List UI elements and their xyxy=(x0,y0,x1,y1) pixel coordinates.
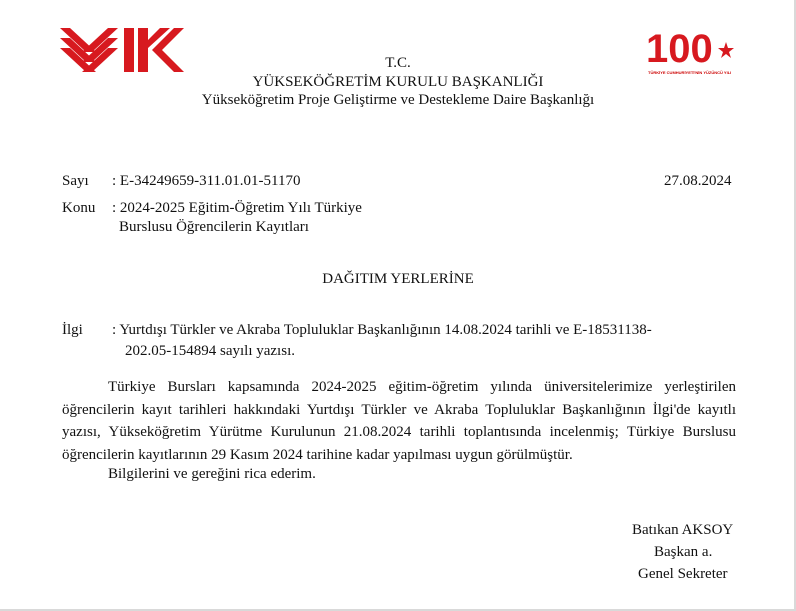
header-line-3: Yükseköğretim Proje Geliştirme ve Destekleme Daire Başkanlığı xyxy=(201,92,595,108)
signature-title-2: Genel Sekreter xyxy=(638,566,728,582)
signature-name: Batıkan AKSOY xyxy=(632,522,734,538)
signature-title-1: Başkan a. xyxy=(654,544,713,560)
sayi-label: Sayı xyxy=(62,173,89,189)
anniversary-caption: TÜRKİYE CUMHURİYETİ'NİN YÜZÜNCÜ YILI xyxy=(648,70,732,75)
ilgi-line-1: : Yurtdışı Türkler ve Akraba Topluluklar Başkanlığının 14.08.2024 tarihli ve E-18531138- xyxy=(112,322,652,338)
anniversary-number: 100 xyxy=(646,27,713,71)
document-date: 27.08.2024 xyxy=(664,173,732,189)
body-paragraph-2: Bilgilerini ve gereğini rica ederim. xyxy=(108,466,316,482)
ilgi-line-2: 202.05-154894 sayılı yazısı. xyxy=(125,343,295,359)
distribution-heading: DAĞITIM YERLERİNE xyxy=(322,271,474,287)
header-line-2: YÜKSEKÖĞRETİM KURULU BAŞKANLIĞI xyxy=(252,74,544,90)
header-line-1: T.C. xyxy=(385,55,411,71)
konu-line-1: : 2024-2025 Eğitim-Öğretim Yılı Türkiye xyxy=(112,200,362,216)
konu-label: Konu xyxy=(62,200,96,216)
ilgi-label: İlgi xyxy=(62,322,83,338)
body-paragraph-1: Türkiye Bursları kapsamında 2024-2025 eğitim-öğretim yılında üniversitelerimize yerleştirilen öğrencilerin kayıt tarihleri hakkındaki Yurtdışı Türkler ve Akraba Topluluklar Başkanlığının İlgi'de kayıtlı yazısı, Yükseköğretim Yürütme Kurulunun 21.08.2024 tarihli toplantısında incelenmiş; Türkiye Burslusu öğrencilerin kayıtlarının 29 Kasım 2024 tarihine kadar yapılması uygun görülmüştür. xyxy=(62,379,736,463)
sayi-value: : E-34249659-311.01.01-51170 xyxy=(112,173,301,189)
konu-line-2: Burslusu Öğrencilerin Kayıtları xyxy=(119,219,309,235)
